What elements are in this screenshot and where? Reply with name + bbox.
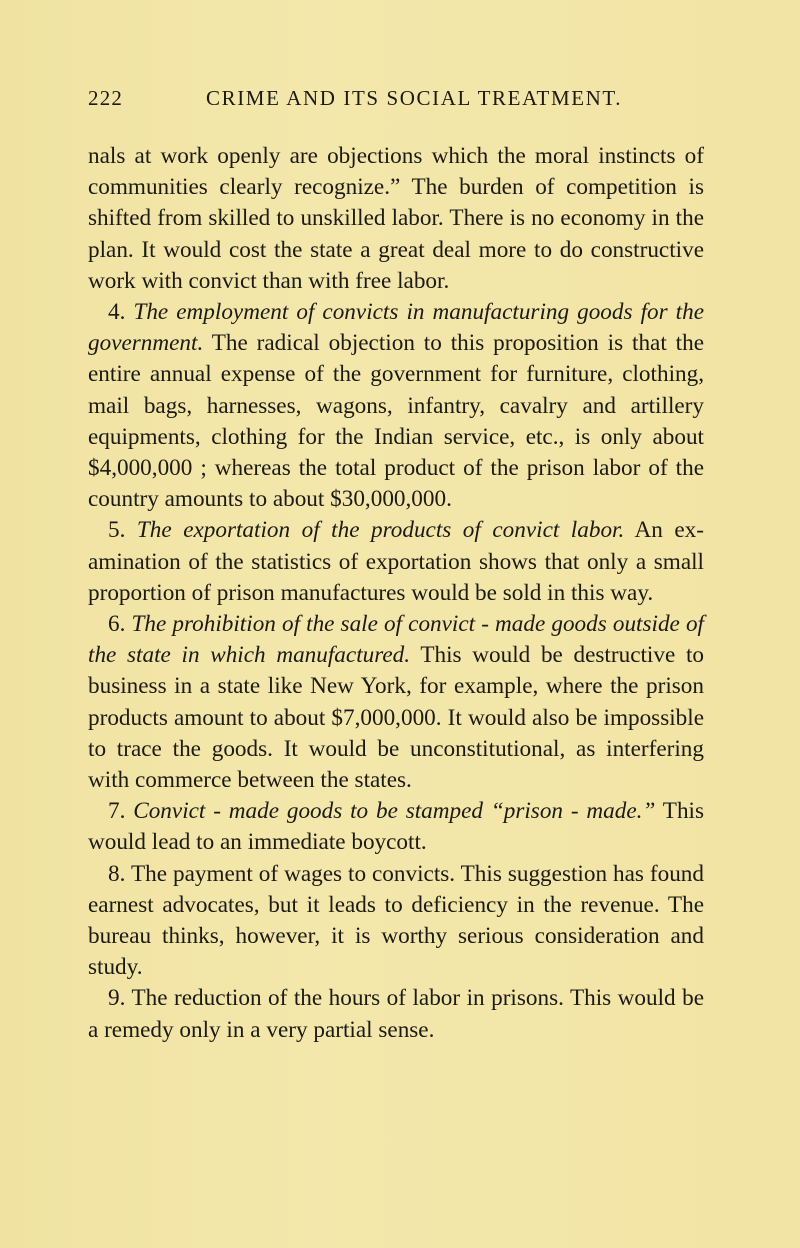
item-number: 7. [108, 798, 134, 825]
item-number: 9. [108, 985, 132, 1012]
paragraph-text: The radical objection to this proposition is that the entire annual expense of the government for furniture, clothing, mail bags, harnesses, wagons, infantry, cavalry and artillery equipments, clothing for the Indian service, etc., is only about $4,000,000 ; whereas the total product of the prison labor of the country amounts to about $30,000,000. [88, 330, 704, 513]
item-heading: The employment of convicts in manufacturing goods for the government. [88, 299, 704, 357]
paragraph-item-8 [88, 859, 704, 984]
paragraph-text: The payment of wages to convicts. This suggestion has found earnest advocates, but it leads to deficiency in the revenue. The bureau thinks, however, it is worthy serious consideration and study. [88, 860, 704, 981]
running-head: CRIME AND ITS SOCIAL TREATMENT. [206, 86, 623, 110]
paragraph-item-9 [88, 983, 704, 1045]
paragraph-continuation [88, 141, 704, 297]
item-number: 6. [108, 611, 132, 638]
paragraph-item-6 [88, 609, 704, 796]
item-number: 8. [108, 860, 131, 887]
paragraph-text: nals at work openly are objections which the moral instincts of communities clearly recognize.” The burden of competition is shifted from skilled to unskilled labor. There is no economy in the plan. It would cost the state a great deal more to do constructive work with convict than with free labor. [88, 143, 704, 294]
paragraph-text: The reduction of the hours of labor in prisons. This would be a remedy only in a very partial sense. [88, 985, 704, 1043]
item-heading: Convict - made goods to be stamped “prison - made.” [133, 798, 656, 825]
page-number: 222 [88, 86, 124, 110]
body-text [88, 141, 704, 1046]
item-number: 5. [108, 517, 137, 544]
paragraph-text: An examination of the statistics of exportation shows that only a small proportion of prison manufactures would be sold in this way. [88, 517, 704, 606]
item-heading: The exportation of the products of convict labor. [136, 517, 625, 544]
paragraph-item-4 [88, 297, 704, 515]
paragraph-text: This would be destructive to business in a state like New York, for example, where the prison products amount to about $7,000,000. It would also be impossible to trace the goods. It would be unconstitutional, as interfering with commerce between the states. [88, 642, 704, 794]
item-number: 4. [108, 299, 134, 326]
paragraph-item-5 [88, 515, 704, 609]
item-heading: The prohibition of the sale of convict - made goods outside of the state in which manufactured. [88, 611, 704, 669]
paragraph-item-7 [88, 796, 704, 858]
page-header [88, 86, 704, 116]
paragraph-text: This would lead to an immediate boycott. [88, 798, 705, 856]
